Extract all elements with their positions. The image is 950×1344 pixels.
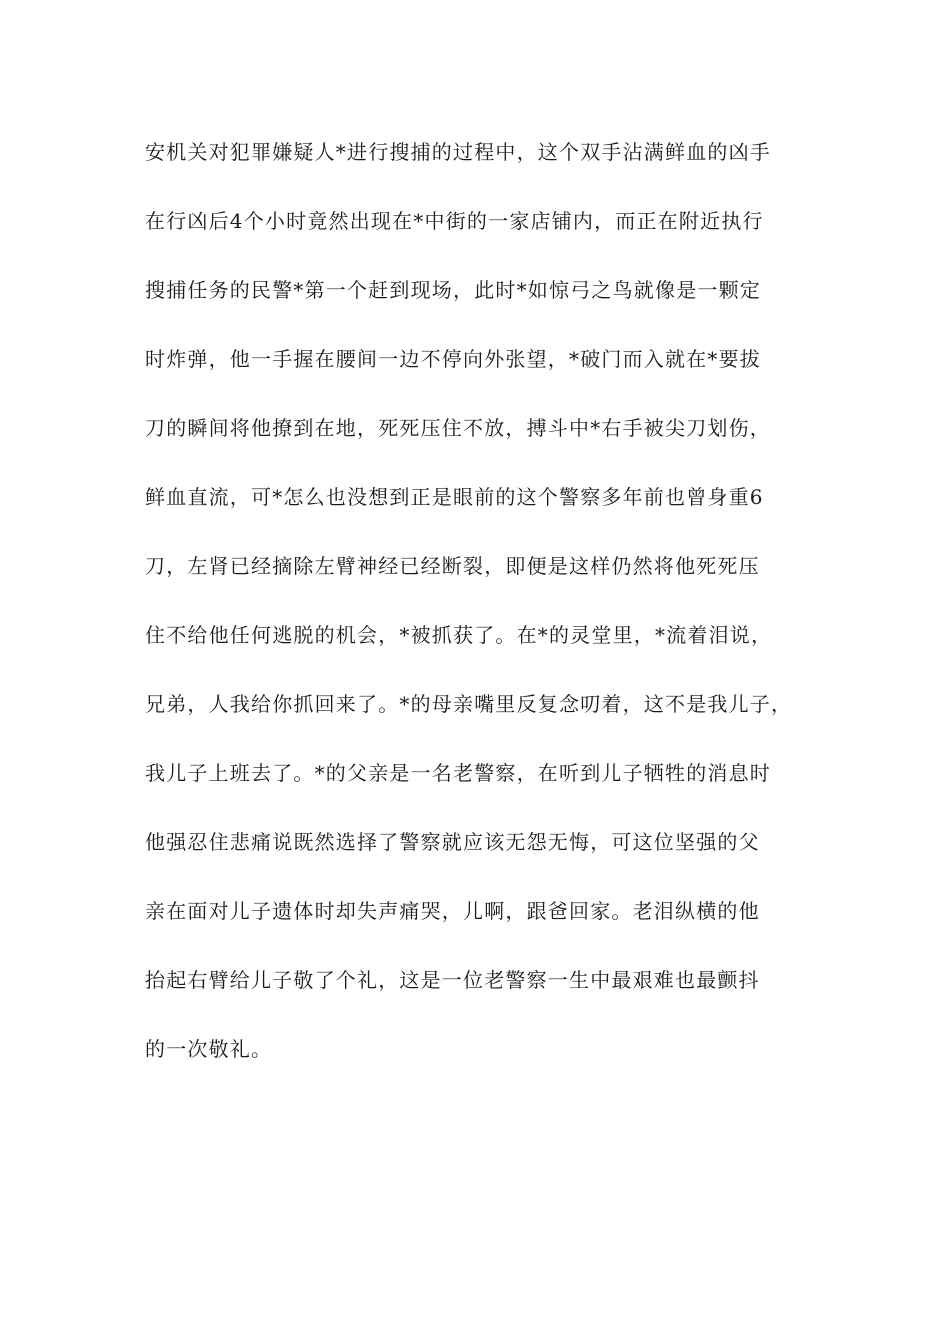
text-line: 在行凶后4个小时竟然出现在*中街的一家店铺内，而正在附近执行 <box>145 209 764 233</box>
text-line: 的一次敬礼。 <box>145 1037 273 1061</box>
text-line: 兄弟，人我给你抓回来了。*的母亲嘴里反复念叨着，这不是我儿子， <box>145 692 793 716</box>
text-line: 刀，左肾已经摘除左臂神经已经断裂，即便是这样仍然将他死死压 <box>145 554 760 578</box>
text-line: 刀的瞬间将他撩到在地，死死压住不放，搏斗中*右手被尖刀划伤， <box>145 416 771 440</box>
text-line: 他强忍住悲痛说既然选择了警察就应该无怨无悔，可这位坚强的父 <box>145 830 760 854</box>
text-line: 搜捕任务的民警*第一个赶到现场，此时*如惊弓之鸟就像是一颗定 <box>145 278 761 302</box>
text-line: 住不给他任何逃脱的机会，*被抓获了。在*的灵堂里，*流着泪说， <box>145 623 773 647</box>
text-line: 亲在面对儿子遗体时却失声痛哭，儿啊，跟爸回家。老泪纵横的他 <box>145 899 760 923</box>
text-line: 时炸弹，他一手握在腰间一边不停向外张望，*破门而入就在*要拔 <box>145 347 761 371</box>
text-line: 我儿子上班去了。*的父亲是一名老警察，在听到儿子牺牲的消息时 <box>145 761 771 785</box>
text-line: 抬起右臂给儿子敬了个礼，这是一位老警察一生中最艰难也最颤抖 <box>145 968 760 992</box>
text-line: 鲜血直流，可*怎么也没想到正是眼前的这个警察多年前也曾身重6 <box>145 485 764 509</box>
text-line: 安机关对犯罪嫌疑人*进行搜捕的过程中，这个双手沾满鲜血的凶手 <box>145 140 771 164</box>
body-text <box>145 132 825 1098</box>
